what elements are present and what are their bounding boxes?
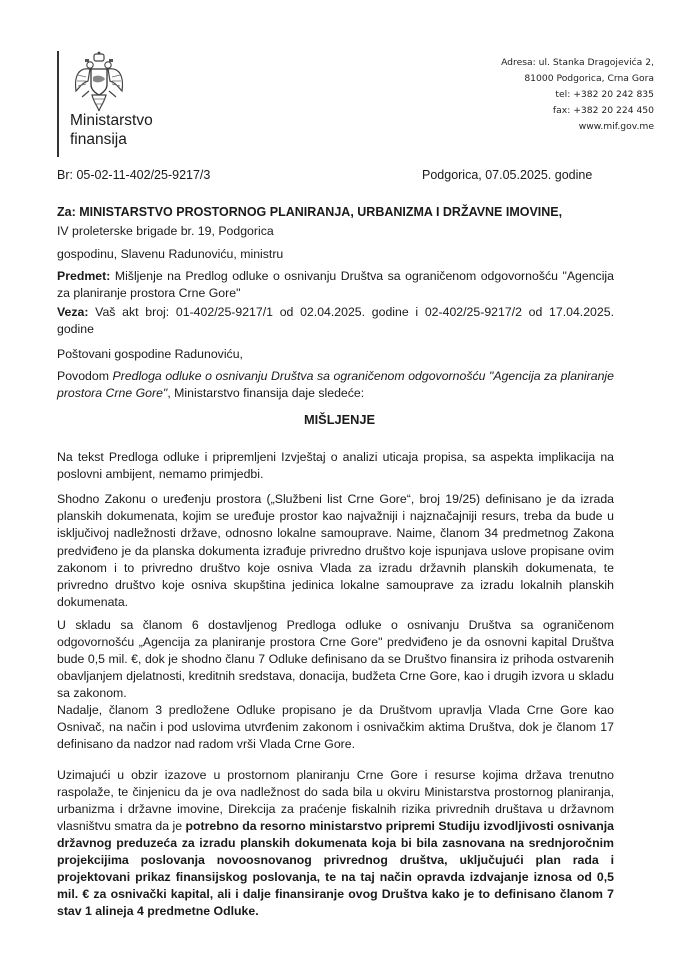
reference-line [57,304,614,338]
paragraph-2: Shodno Zakonu o uređenju prostora („Službeni list Crne Gore“, broj 19/25) definisano je da izrada planskih dokumenata, kojim se uređuje prostor kao najvažniji i najznačajniji resurs, treba da bude u isključivoj nadležnosti države, odnosno lokalne samouprave. Naime, članom 34 predmetnog Zakona predviđeno je da planska dokumenta izrađuje privredno društvo koje ispunjava uslove propisane ovim zakonom i to privredno društvo koje osniva Vlada za izradu državnih planskih dokumenata, te privredno društvo koje osniva skupština jedinica lokalne samouprave za izradu lokalnih planskih dokumenata. [57,492,614,610]
paragraph-4 [57,767,614,920]
address-line-1: Adresa: ul. Stanka Dragojevića 2, [501,57,654,68]
ministry-name [70,111,153,149]
opinion-heading: MIŠLJENJE [303,412,376,427]
recipient-line: gospodinu, Slavenu Radunoviću, ministru [57,247,284,261]
paragraph-4-regular: Uzimajući u obzir izazove u prostornom planiranju Crne Gore i resurse kojima država trenutno raspolaže, te činjenicu da je ova nadležnost do sada bila u okviru Ministarstva prostornog planiranja, urbanizma i državne imovine, Direkcija za praćenje fiskalnih rizika privrednih društava u državnom vlasništvu smatra da je [57,768,614,833]
reference-number: Br: 05-02-11-402/25-9217/3 [57,168,211,182]
fax: fax: +382 20 224 450 [552,105,654,116]
addressee-line [57,204,614,221]
website-link[interactable]: www.mif.gov.me [578,121,654,132]
subject-line [57,268,614,302]
subject-label: Predmet: [57,269,111,283]
to-label: Za: [57,205,76,219]
telephone: tel: +382 20 242 835 [555,89,654,100]
reference-text: Vaš akt broj: 01-402/25-9217/1 od 02.04.2025. godine i 02-402/25-9217/2 od 17.04.2025. godine [57,305,614,336]
paragraph-3a: U skladu sa članom 6 dostavljenog Predloga odluke o osnivanju Društva sa ograničenom odgovornošću „Agencija za planiranje prostora Crne Gore" predviđeno je da osnovni kapital Društva bude 0,5 mil. €, dok je shodno članu 7 Odluke definisano da se Društvo finansira iz prihoda ostvarenih obavljanjem djelatnosti, kreditnih sredstava, donacija, budžeta Crne Gore, kao i drugih izvora u skladu sa zakonom. [57,618,614,700]
addressee-name: MINISTARSTVO PROSTORNOG PLANIRANJA, URBANIZMA I DRŽAVNE IMOVINE, [79,205,563,219]
greeting: Poštovani gospodine Radunoviću, [57,347,243,361]
intro-paragraph [57,368,614,402]
place-date: Podgorica, 07.05.2025. godine [422,168,593,182]
intro-prefix: Povodom [57,369,113,383]
intro-italic-title: Predloga odluke o osnivanju Društva sa ograničenom odgovornošću "Agencija za planiranje prostora Crne Gore" [57,369,615,400]
paragraph-1: Na tekst Predloga odluke i pripremljeni Izvještaj o analizi uticaja propisa, sa aspekta implikacija na poslovni ambijent, nemamo primjedbi. [57,450,614,481]
ministry-name-line1: Ministarstvo [70,112,153,129]
letterhead-divider [57,51,59,157]
intro-suffix: , Ministarstvo finansija daje sledeće: [167,386,365,400]
contact-block [501,55,654,135]
reference-label: Veza: [57,305,89,319]
letterhead-logo [57,51,177,157]
paragraph-3b: Nadalje, članom 3 predložene Odluke propisano je da Društvom upravlja Vlada Crne Gore kao Osnivač, na način i pod uslovima utvrđenim zakonom i osnivačkim aktima Društva, dok je članom 17 definisano da nadzor nad radom vrši Vlada Crne Gore. [57,703,614,751]
paragraph-3 [57,617,614,753]
address-line-2: 81000 Podgorica, Crna Gora [524,73,654,84]
ministry-name-line2: finansija [70,131,127,148]
subject-text: Mišljenje na Predlog odluke o osnivanju Društva sa ograničenom odgovornošću "Agencija za planiranje prostora Crne Gore" [57,269,615,300]
addressee-address: IV proleterske brigade br. 19, Podgorica [57,224,274,238]
montenegro-coat-of-arms-icon [72,51,126,113]
paragraph-4-bold: potrebno da resorno ministarstvo pripremi Studiju izvodljivosti osnivanja državnog preduzeća za izradu planskih dokumenata koja bi bila zasnovana na srednjoročnim projekcijima poslovanja novoosnovanog privrednog društva, uključujući plan rada i projektovani prikaz finansijskog poslovanja, te na taj način opravda izdvajanje iznosa od 0,5 mil. € za osnivački kapital, ali i dalje finansiranje ovog Društva kako je to definisano članom 7 stav 1 alineja 4 predmetne Odluke. [57,819,614,918]
